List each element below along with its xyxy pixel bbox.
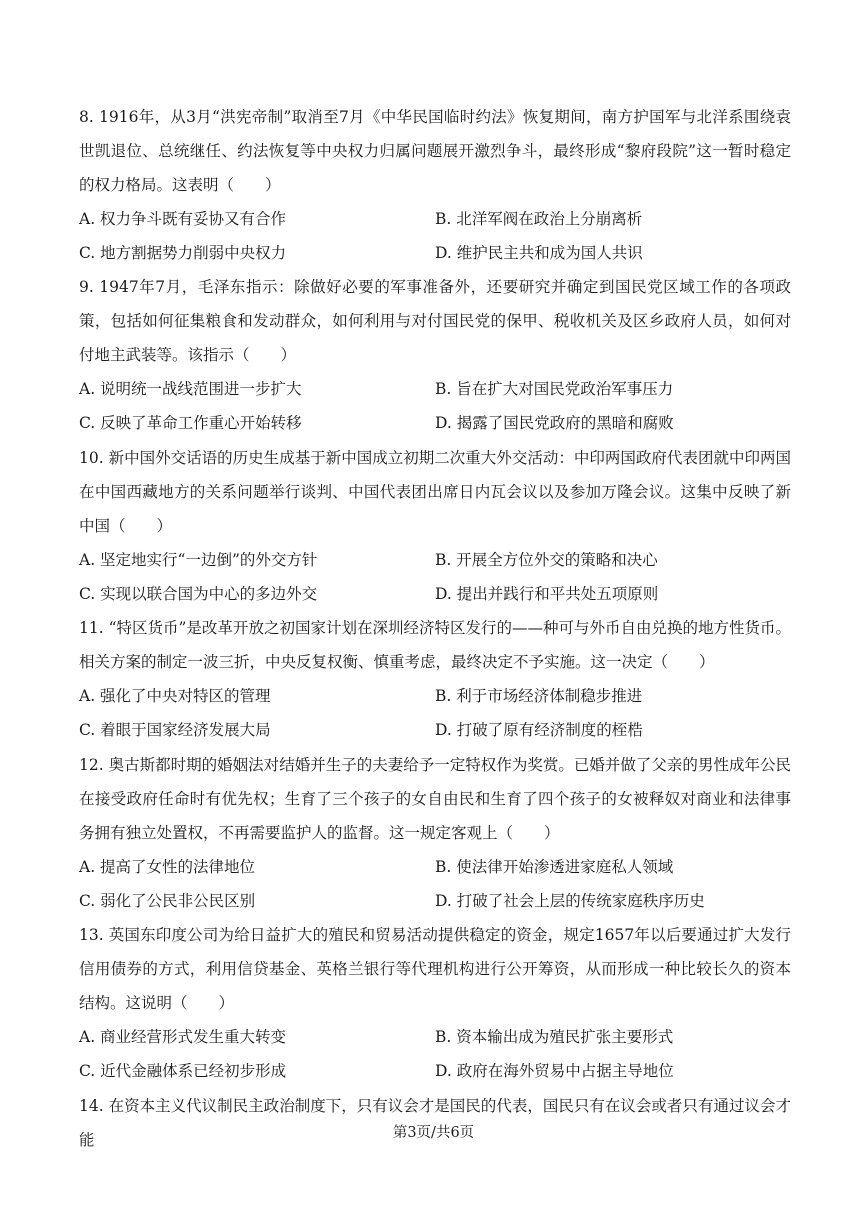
option-c: C. 实现以联合国为中心的多边外交	[79, 585, 318, 603]
option-a: A. 提高了女性的法律地位	[79, 858, 256, 876]
option-d: D. 政府在海外贸易中占据主导地位	[435, 1062, 674, 1080]
question-stem: 12. 奥古斯都时期的婚姻法对结婚并生子的夫妻给予一定特权作为奖赏。已婚并做了父亲的男性成年公民在接受政府任命时有优先权；生育了三个孩子的女自由民和生育了四个孩子的女被释奴对商业和法律事务拥有独立处置权，不再需要监护人的监督。这一规定客观上（ ）	[79, 756, 791, 842]
question-stem: 13. 英国东印度公司为给日益扩大的殖民和贸易活动提供稳定的资金，规定1657年以后要通过扩大发行信用债券的方式，利用信贷基金、英格兰银行等代理机构进行公开筹资，从而形成一种比较长久的资本结构。这说明（ ）	[79, 926, 791, 1012]
question-stem: 9. 1947年7月，毛泽东指示：除做好必要的军事准备外，还要研究并确定到国民党区域工作的各项政策，包括如何征集粮食和发动群众，如何利用与对付国民党的保甲、税收机关及区乡政府人员，如何对付地主武装等。该指示（ ）	[79, 278, 791, 364]
question-8	[79, 100, 791, 270]
page-footer: 第3页/共6页	[392, 1125, 475, 1141]
option-c: C. 着眼于国家经济发展大局	[79, 721, 271, 739]
option-c: C. 近代金融体系已经初步形成	[79, 1062, 287, 1080]
option-b: B. 旨在扩大对国民党政治军事压力	[435, 380, 674, 398]
option-b: B. 使法律开始渗透进家庭私人领域	[435, 858, 674, 876]
option-d: D. 揭露了国民党政府的黑暗和腐败	[435, 414, 674, 432]
question-10	[79, 441, 791, 611]
option-d: D. 提出并践行和平共处五项原则	[435, 585, 659, 603]
option-d: D. 打破了社会上层的传统家庭秩序历史	[435, 892, 705, 910]
option-c: C. 弱化了公民非公民区别	[79, 892, 256, 910]
options-grid	[79, 1020, 791, 1088]
question-11	[79, 611, 791, 747]
question-9	[79, 270, 791, 440]
option-c: C. 地方割据势力削弱中央权力	[79, 244, 287, 262]
question-13	[79, 918, 791, 1088]
options-grid	[79, 202, 791, 270]
option-d: D. 维护民主共和成为国人共识	[435, 244, 643, 262]
question-12	[79, 748, 791, 918]
question-stem: 10. 新中国外交话语的历史生成基于新中国成立初期二次重大外交活动：中印两国政府代表团就中印两国在中国西藏地方的关系问题举行谈判、中国代表团出席日内瓦会议以及参加万隆会议。这集中反映了新中国（ ）	[79, 449, 791, 535]
option-b: B. 北洋军阀在政治上分崩离析	[435, 210, 643, 228]
option-b: B. 利于市场经济体制稳步推进	[435, 687, 643, 705]
options-grid	[79, 850, 791, 918]
option-a: A. 商业经营形式发生重大转变	[79, 1028, 287, 1046]
option-a: A. 强化了中央对特区的管理	[79, 687, 271, 705]
option-b: B. 资本输出成为殖民扩张主要形式	[435, 1028, 674, 1046]
options-grid	[79, 372, 791, 440]
option-a: A. 坚定地实行“一边倒”的外交方针	[79, 551, 318, 569]
option-a: A. 说明统一战线范围进一步扩大	[79, 380, 302, 398]
question-stem: 14. 在资本主义代议制民主政治制度下，只有议会才是国民的代表，国民只有在议会或者只有通过议会才能	[79, 1097, 791, 1149]
options-grid	[79, 679, 791, 747]
option-b: B. 开展全方位外交的策略和决心	[435, 551, 658, 569]
option-c: C. 反映了革命工作重心开始转移	[79, 414, 302, 432]
question-stem: 8. 1916年，从3月“洪宪帝制”取消至7月《中华民国临时约法》恢复期间，南方护国军与北洋系围绕袁世凯退位、总统继任、约法恢复等中央权力归属问题展开激烈争斗，最终形成“黎府段院”这一暂时稳定的权力格局。这表明（ ）	[79, 108, 791, 194]
question-stem: 11. “特区货币”是改革开放之初国家计划在深圳经济特区发行的——种可与外币自由兑换的地方性货币。相关方案的制定一波三折，中央反复权衡、慎重考虑，最终决定不予实施。这一决定（ ）	[79, 619, 791, 671]
options-grid	[79, 543, 791, 611]
option-d: D. 打破了原有经济制度的桎梏	[435, 721, 643, 739]
option-a: A. 权力争斗既有妥协又有合作	[79, 210, 287, 228]
